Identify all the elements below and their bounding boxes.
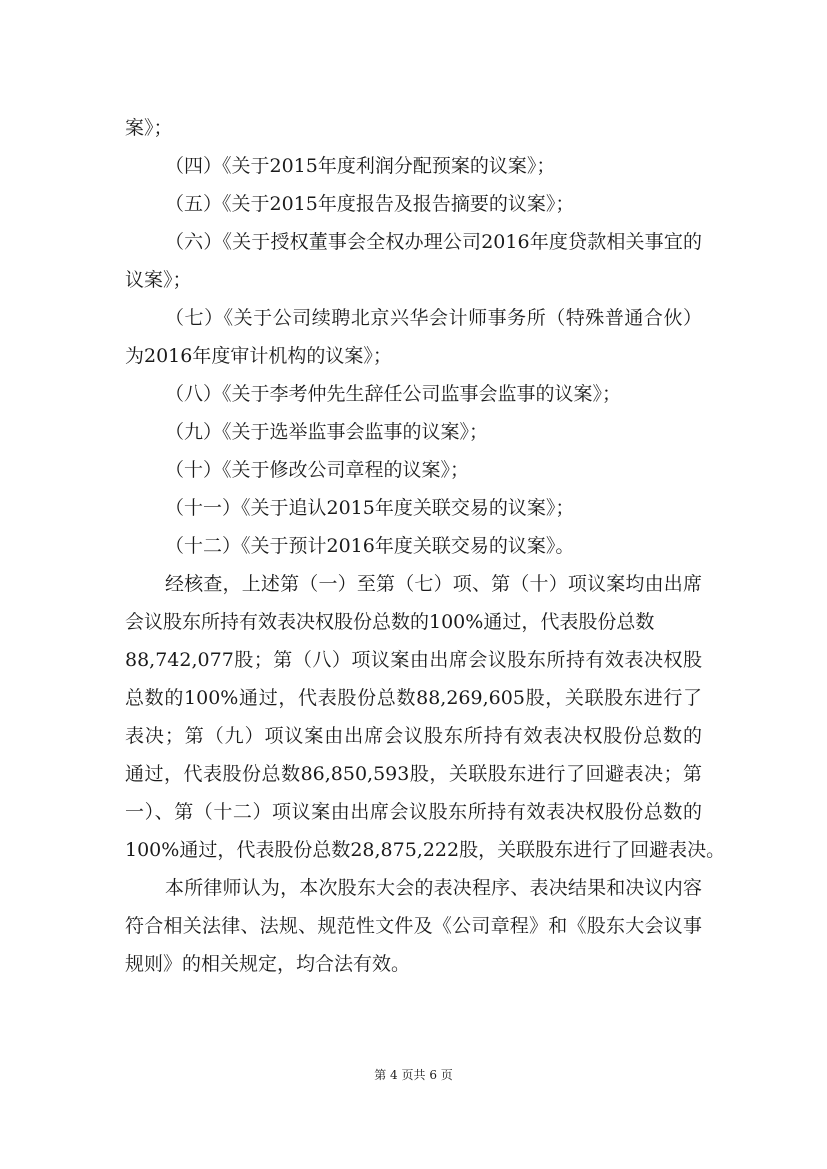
text-line: （十二）《关于预计2016年度关联交易的议案》。 (165, 535, 575, 557)
page-number: 第 4 页共 6 页 (374, 1068, 453, 1082)
text-line: （十一）《关于追认2015年度关联交易的议案》； (165, 497, 575, 519)
text-line: 符合相关法律、法规、规范性文件及《公司章程》和《股东大会议事 (125, 915, 702, 937)
text-line: 总数的100%通过，代表股份总数88,269,605股，关联股东进行了 (125, 687, 702, 709)
text-line: 100%通过，代表股份总数28,875,222股，关联股东进行了回避表决。 (125, 839, 726, 861)
text-line: （九）《关于选举监事会监事的议案》； (165, 421, 489, 443)
text-line: （十）《关于修改公司章程的议案》； (165, 459, 470, 481)
text-line: 为2016年度审计机构的议案》； (125, 345, 392, 367)
text-line: 通过，代表股份总数86,850,593股，关联股东进行了回避表决；第 (125, 763, 702, 785)
text-line: （四）《关于2015年度利润分配预案的议案》； (165, 155, 556, 177)
text-line: 案》； (125, 117, 173, 139)
text-line: 88,742,077股；第（八）项议案由出席会议股东所持有效表决权股 (125, 649, 702, 671)
text-line: 议案》； (125, 269, 192, 291)
text-line: （七）《关于公司续聘北京兴华会计师事务所（特殊普通合伙） (165, 307, 702, 329)
text-line: （八）《关于李考仲先生辞任公司监事会监事的议案》； (165, 383, 622, 405)
text-line: （六）《关于授权董事会全权办理公司2016年度贷款相关事宜的 (165, 231, 702, 253)
text-line: 表决；第（九）项议案由出席会议股东所持有效表决权股份总数的 (125, 725, 702, 747)
text-line: 会议股东所持有效表决权股份总数的100%通过，代表股份总数 (125, 611, 655, 633)
document-body (125, 109, 726, 983)
text-line: （五）《关于2015年度报告及报告摘要的议案》； (165, 193, 575, 215)
text-line: 一）、第（十二）项议案由出席会议股东所持有效表决权股份总数的 (125, 801, 702, 823)
text-line: 本所律师认为，本次股东大会的表决程序、表决结果和决议内容 (165, 877, 702, 899)
text-line: 经核查，上述第（一）至第（七）项、第（十）项议案均由出席 (165, 573, 702, 595)
text-line: 规则》的相关规定，均合法有效。 (125, 953, 411, 975)
